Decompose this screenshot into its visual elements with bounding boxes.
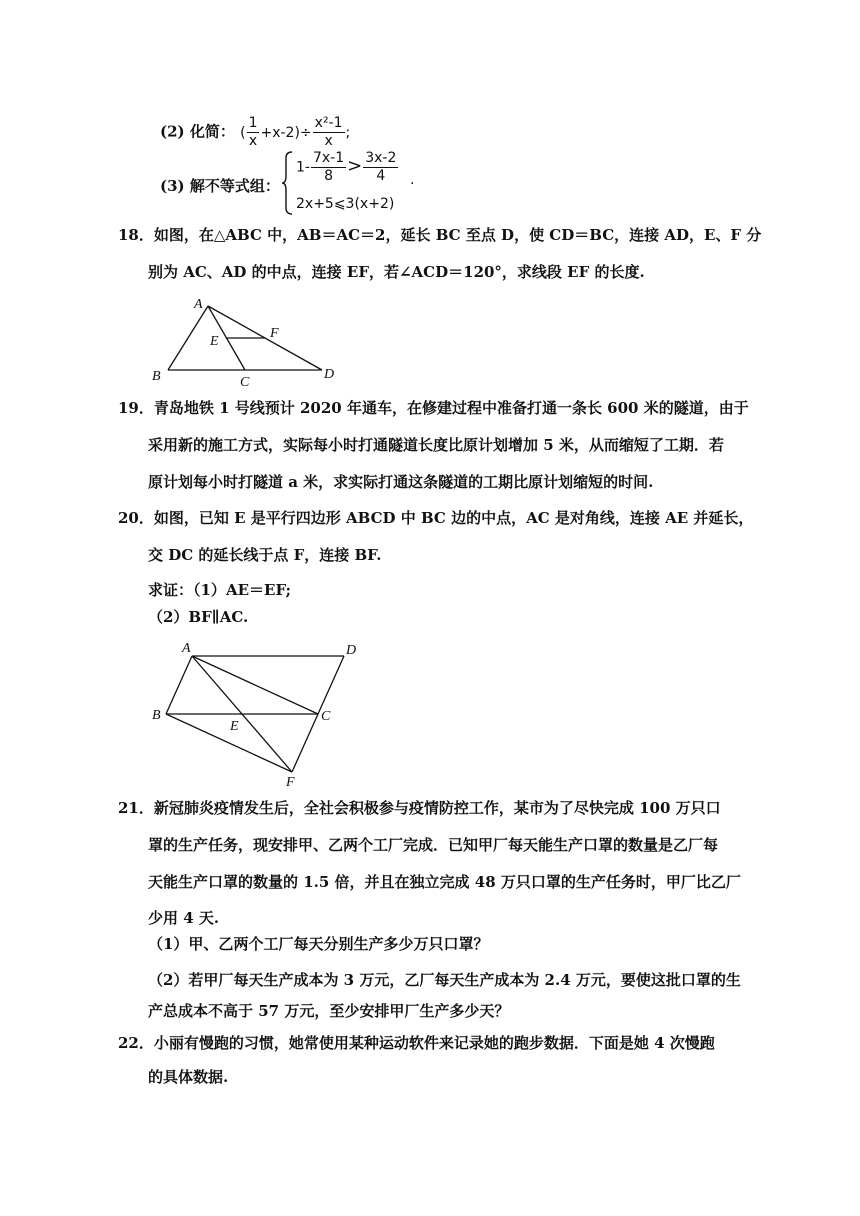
q18-line-2: 别为 AC、AD 的中点，连接 EF，若∠ACD＝120°，求线段 EF 的长度. xyxy=(148,263,645,281)
q20-line-3: 求证：（1）AE＝EF; xyxy=(148,581,292,599)
q21-line-4: 少用 4 天. xyxy=(148,909,220,927)
q21-line-1: 21．新冠肺炎疫情发生后，全社会积极参与疫情防控工作，某市为了尽快完成 100 万只口 xyxy=(118,799,721,817)
q17-part2-open-paren: ( xyxy=(240,124,246,141)
q20-line-1: 20．如图，已知 E 是平行四边形 ABCD 中 BC 边的中点，AC 是对角线，连接 AE 并延长， xyxy=(118,509,754,527)
q20-label-e: E xyxy=(230,719,239,734)
q18-label-d: D xyxy=(324,367,335,382)
q17-part3-inequality-2: 2x+5⩽3(x+2) xyxy=(296,196,395,212)
fraction-denominator: 8 xyxy=(324,168,333,184)
q21-line-5: （1）甲、乙两个工厂每天分别生产多少万只口罩？ xyxy=(148,935,489,953)
q18-triangle-figure xyxy=(148,296,348,386)
q21-line-3: 天能生产口罩的数量的 1.5 倍，并且在独立完成 48 万只口罩的生产任务时，甲厂比乙厂 xyxy=(148,873,741,891)
fraction-denominator: 4 xyxy=(376,168,386,184)
q19-line-3: 原计划每小时打隧道 a 米，求实际打通这条隧道的工期比原计划缩短的时间. xyxy=(148,473,654,491)
q20-line-2: 交 DC 的延长线于点 F，连接 BF. xyxy=(148,546,382,564)
q20-label-c: C xyxy=(321,709,331,724)
fraction-numerator: 1 xyxy=(248,115,258,131)
q17-part2-fraction-2 xyxy=(313,115,345,150)
q18-line-1: 18．如图，在△ABC 中，AB＝AC＝2，延长 BC 至点 D，使 CD＝BC，连接 AD，E、F 分 xyxy=(118,226,762,244)
fraction-numerator: 3x-2 xyxy=(365,150,397,166)
q21-line-7: 产总成本不高于 57 万元，至少安排甲厂生产多少天？ xyxy=(148,1002,510,1020)
q18-label-f: F xyxy=(270,326,279,341)
q17-part2-end: ; xyxy=(345,124,351,141)
q20-parallelogram-figure xyxy=(148,638,368,788)
inequality-term: 1- xyxy=(296,159,310,176)
q18-label-a: A xyxy=(194,297,203,312)
fraction-numerator: x²-1 xyxy=(314,115,343,131)
fraction-denominator: x xyxy=(248,133,258,149)
q17-part3-label: (3) 解不等式组： xyxy=(160,177,280,195)
q18-label-e: E xyxy=(210,334,219,349)
q21-line-6: （2）若甲厂每天生产成本为 3 万元，乙厂每天生产成本为 2.4 万元，要使这批口罩的生 xyxy=(148,971,741,989)
q17-part3-fraction-2 xyxy=(363,150,398,185)
q17-part3-inequality-1 xyxy=(296,150,399,185)
q20-label-f: F xyxy=(286,775,295,788)
q17-part2 xyxy=(160,115,350,150)
q17-part3-fraction-1 xyxy=(311,150,346,185)
q19-line-1: 19．青岛地铁 1 号线预计 2020 年通车，在修建过程中准备打通一条长 600 米的隧道，由于 xyxy=(118,399,749,417)
left-brace-icon xyxy=(282,150,294,216)
q20-label-b: B xyxy=(152,708,161,723)
q17-part3-system xyxy=(282,150,432,216)
q20-line-4: （2）BF∥AC. xyxy=(148,608,249,626)
q17-part2-middle: +x-2)÷ xyxy=(260,124,312,141)
q19-line-2: 采用新的施工方式，实际每小时打通隧道长度比原计划增加 5 米，从而缩短了工期．若 xyxy=(148,436,724,454)
q20-label-a: A xyxy=(182,641,191,656)
q21-line-2: 罩的生产任务，现安排甲、乙两个工厂完成．已知甲厂每天能生产口罩的数量是乙厂每 xyxy=(148,836,719,854)
q18-label-b: B xyxy=(152,369,161,384)
q22-line-2: 的具体数据. xyxy=(148,1068,229,1086)
q18-label-c: C xyxy=(240,375,250,386)
fraction-numerator: 7x-1 xyxy=(312,150,345,166)
fraction-denominator: x xyxy=(324,133,333,149)
q17-part2-fraction-1 xyxy=(247,115,260,150)
q17-part2-expression xyxy=(240,115,351,149)
q22-line-1: 22．小丽有慢跑的习惯，她常使用某种运动软件来记录她的跑步数据．下面是她 4 次慢跑 xyxy=(118,1034,715,1052)
q17-part3-end: . xyxy=(410,172,415,188)
q17-part2-label: (2) 化简： xyxy=(160,122,235,141)
greater-than-sign: > xyxy=(347,155,363,177)
q20-label-d: D xyxy=(346,643,357,658)
